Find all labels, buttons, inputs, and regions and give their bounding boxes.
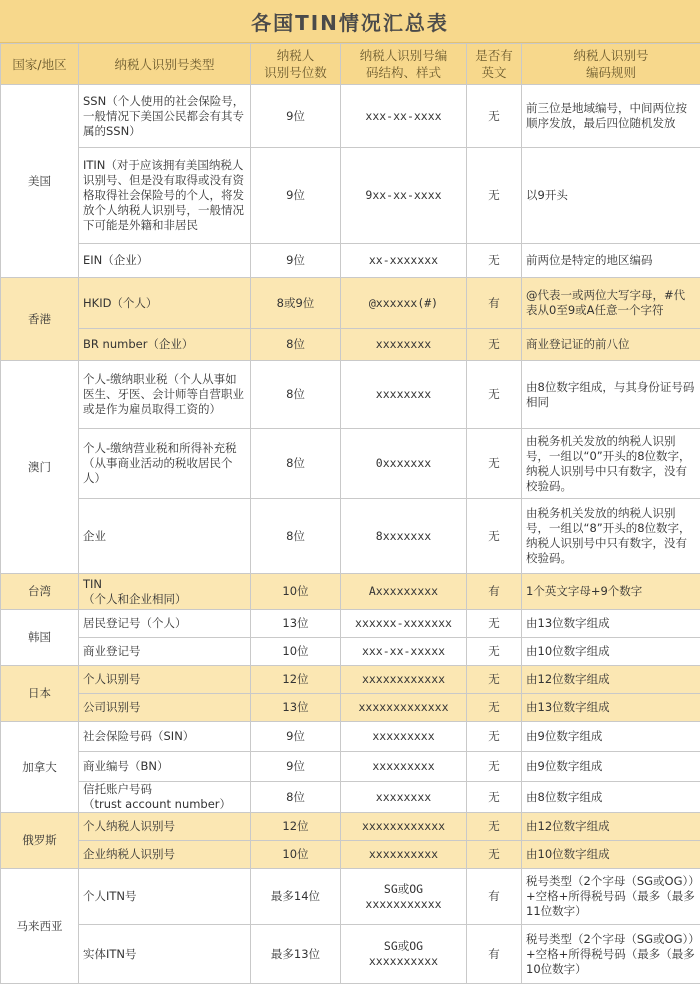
- format-cell: xx-xxxxxxx: [341, 244, 467, 278]
- table-row: [1, 782, 700, 813]
- english-cell: 无: [467, 752, 522, 782]
- english-cell: 有: [467, 925, 522, 984]
- tin-type-cell: 企业: [79, 499, 251, 574]
- digits-cell: 8位: [251, 329, 341, 361]
- rule-cell: 税号类型（2个字母（SG或OG））+空格+所得税号码（最多（最多10位数字）: [522, 925, 700, 984]
- digits-cell: 最多13位: [251, 925, 341, 984]
- format-cell: xxxxxxxx: [341, 329, 467, 361]
- format-cell: Axxxxxxxxx: [341, 574, 467, 610]
- country-cell: 香港: [1, 278, 79, 361]
- tin-type-cell: HKID（个人）: [79, 278, 251, 329]
- format-cell: xxxxxxxxxx: [341, 841, 467, 869]
- table-row: [1, 841, 700, 869]
- digits-cell: 9位: [251, 752, 341, 782]
- format-cell: xxxxxxxx: [341, 361, 467, 429]
- rule-cell: 由13位数字组成: [522, 694, 700, 722]
- english-cell: 无: [467, 666, 522, 694]
- tin-type-cell: 个人识别号: [79, 666, 251, 694]
- digits-cell: 10位: [251, 841, 341, 869]
- digits-cell: 9位: [251, 722, 341, 752]
- rule-cell: 由9位数字组成: [522, 722, 700, 752]
- format-cell: xxxxxxxxxxxx: [341, 666, 467, 694]
- format-cell: xxxxxxxxx: [341, 752, 467, 782]
- table-header: [1, 44, 700, 85]
- country-cell: 澳门: [1, 361, 79, 574]
- english-cell: 无: [467, 694, 522, 722]
- rule-cell: 前两位是特定的地区编码: [522, 244, 700, 278]
- table-row: [1, 694, 700, 722]
- rule-cell: 由12位数字组成: [522, 666, 700, 694]
- table-row: [1, 925, 700, 984]
- tin-type-cell: ITIN（对于应该拥有美国纳税人识别号、但是没有取得或没有资格取得社会保险号的个人，将发放个人纳税人识别号，一般情况下可能是外籍和非居民: [79, 148, 251, 244]
- format-cell: xxxxxxxxxxxxx: [341, 694, 467, 722]
- rule-cell: 由10位数字组成: [522, 841, 700, 869]
- header-format: 纳税人识别号编 码结构、样式: [341, 44, 467, 85]
- digits-cell: 10位: [251, 574, 341, 610]
- rule-cell: 以9开头: [522, 148, 700, 244]
- format-cell: xxx-xx-xxxxx: [341, 638, 467, 666]
- rule-cell: 前三位是地域编号，中间两位按顺序发放，最后四位随机发放: [522, 85, 700, 148]
- format-cell: xxxxxxxxx: [341, 722, 467, 752]
- header-country: 国家/地区: [1, 44, 79, 85]
- country-cell: 韩国: [1, 610, 79, 666]
- rule-cell: 由税务机关发放的纳税人识别号，一组以“8”开头的8位数字，纳税人识别号中只有数字，没有校验码。: [522, 499, 700, 574]
- table-row: [1, 244, 700, 278]
- tin-type-cell: SSN（个人使用的社会保险号，一般情况下美国公民都会有其专属的SSN）: [79, 85, 251, 148]
- tin-type-cell: 居民登记号（个人）: [79, 610, 251, 638]
- tin-type-cell: 社会保险号码（SIN）: [79, 722, 251, 752]
- english-cell: 有: [467, 869, 522, 925]
- format-cell: SG或OG xxxxxxxxxx: [341, 925, 467, 984]
- table-row: [1, 722, 700, 752]
- tin-type-cell: BR number（企业）: [79, 329, 251, 361]
- table-row: [1, 752, 700, 782]
- rule-cell: 由13位数字组成: [522, 610, 700, 638]
- country-cell: 日本: [1, 666, 79, 722]
- table-row: [1, 638, 700, 666]
- country-cell: 马来西亚: [1, 869, 79, 984]
- tin-type-cell: 企业纳税人识别号: [79, 841, 251, 869]
- format-cell: 9xx-xx-xxxx: [341, 148, 467, 244]
- digits-cell: 8位: [251, 429, 341, 499]
- format-cell: xxx-xx-xxxx: [341, 85, 467, 148]
- header-rule: 纳税人识别号 编码规则: [522, 44, 700, 85]
- english-cell: 无: [467, 361, 522, 429]
- table-row: [1, 329, 700, 361]
- rule-cell: 税号类型（2个字母（SG或OG））+空格+所得税号码（最多（最多11位数字）: [522, 869, 700, 925]
- table-row: [1, 813, 700, 841]
- format-cell: SG或OG xxxxxxxxxxx: [341, 869, 467, 925]
- country-cell: 加拿大: [1, 722, 79, 813]
- table-row: [1, 361, 700, 429]
- tin-type-cell: 实体ITN号: [79, 925, 251, 984]
- tin-type-cell: 信托账户号码 （trust account number）: [79, 782, 251, 813]
- english-cell: 无: [467, 499, 522, 574]
- english-cell: 无: [467, 329, 522, 361]
- format-cell: xxxxxxxx: [341, 782, 467, 813]
- table-row: [1, 85, 700, 148]
- table-row: [1, 610, 700, 638]
- digits-cell: 13位: [251, 610, 341, 638]
- digits-cell: 9位: [251, 244, 341, 278]
- english-cell: 有: [467, 574, 522, 610]
- rule-cell: 由9位数字组成: [522, 752, 700, 782]
- country-cell: 俄罗斯: [1, 813, 79, 869]
- rule-cell: 由税务机关发放的纳税人识别号，一组以“0”开头的8位数字，纳税人识别号中只有数字，没有校验码。: [522, 429, 700, 499]
- english-cell: 无: [467, 813, 522, 841]
- digits-cell: 9位: [251, 85, 341, 148]
- tin-summary-table: [0, 43, 700, 984]
- table-row: [1, 574, 700, 610]
- rule-cell: 商业登记证的前八位: [522, 329, 700, 361]
- tin-type-cell: TIN （个人和企业相同）: [79, 574, 251, 610]
- table-body: [1, 85, 700, 984]
- header-tin-type: 纳税人识别号类型: [79, 44, 251, 85]
- page-title: 各国TIN情况汇总表: [0, 0, 700, 43]
- tin-type-cell: 个人-缴纳职业税（个人从事如医生、牙医、会计师等自营职业或是作为雇员取得工资的）: [79, 361, 251, 429]
- table-row: [1, 666, 700, 694]
- tin-type-cell: 商业登记号: [79, 638, 251, 666]
- english-cell: 无: [467, 841, 522, 869]
- tin-type-cell: 商业编号（BN）: [79, 752, 251, 782]
- digits-cell: 12位: [251, 813, 341, 841]
- english-cell: 有: [467, 278, 522, 329]
- header-digits: 纳税人 识别号位数: [251, 44, 341, 85]
- table-row: [1, 429, 700, 499]
- rule-cell: 1个英文字母+9个数字: [522, 574, 700, 610]
- tin-type-cell: 个人-缴纳营业税和所得补充税（从事商业活动的税收居民个人）: [79, 429, 251, 499]
- table-row: [1, 869, 700, 925]
- header-english: 是否有 英文: [467, 44, 522, 85]
- rule-cell: 由10位数字组成: [522, 638, 700, 666]
- digits-cell: 12位: [251, 666, 341, 694]
- english-cell: 无: [467, 429, 522, 499]
- english-cell: 无: [467, 85, 522, 148]
- format-cell: 8xxxxxxx: [341, 499, 467, 574]
- tin-type-cell: EIN（企业）: [79, 244, 251, 278]
- table-row: [1, 278, 700, 329]
- english-cell: 无: [467, 244, 522, 278]
- digits-cell: 8位: [251, 361, 341, 429]
- english-cell: 无: [467, 610, 522, 638]
- digits-cell: 8或9位: [251, 278, 341, 329]
- english-cell: 无: [467, 148, 522, 244]
- table-row: [1, 148, 700, 244]
- rule-cell: 由8位数字组成，与其身份证号码相同: [522, 361, 700, 429]
- tin-type-cell: 个人ITN号: [79, 869, 251, 925]
- format-cell: @xxxxxx(#): [341, 278, 467, 329]
- format-cell: 0xxxxxxx: [341, 429, 467, 499]
- rule-cell: @代表一或两位大写字母，#代表从0至9或A任意一个字符: [522, 278, 700, 329]
- rule-cell: 由12位数字组成: [522, 813, 700, 841]
- digits-cell: 9位: [251, 148, 341, 244]
- digits-cell: 10位: [251, 638, 341, 666]
- country-cell: 美国: [1, 85, 79, 278]
- digits-cell: 8位: [251, 499, 341, 574]
- table-row: [1, 499, 700, 574]
- english-cell: 无: [467, 638, 522, 666]
- english-cell: 无: [467, 722, 522, 752]
- format-cell: xxxxxxxxxxxx: [341, 813, 467, 841]
- digits-cell: 13位: [251, 694, 341, 722]
- digits-cell: 最多14位: [251, 869, 341, 925]
- format-cell: xxxxxx-xxxxxxx: [341, 610, 467, 638]
- english-cell: 无: [467, 782, 522, 813]
- rule-cell: 由8位数字组成: [522, 782, 700, 813]
- digits-cell: 8位: [251, 782, 341, 813]
- tin-type-cell: 公司识别号: [79, 694, 251, 722]
- tin-type-cell: 个人纳税人识别号: [79, 813, 251, 841]
- country-cell: 台湾: [1, 574, 79, 610]
